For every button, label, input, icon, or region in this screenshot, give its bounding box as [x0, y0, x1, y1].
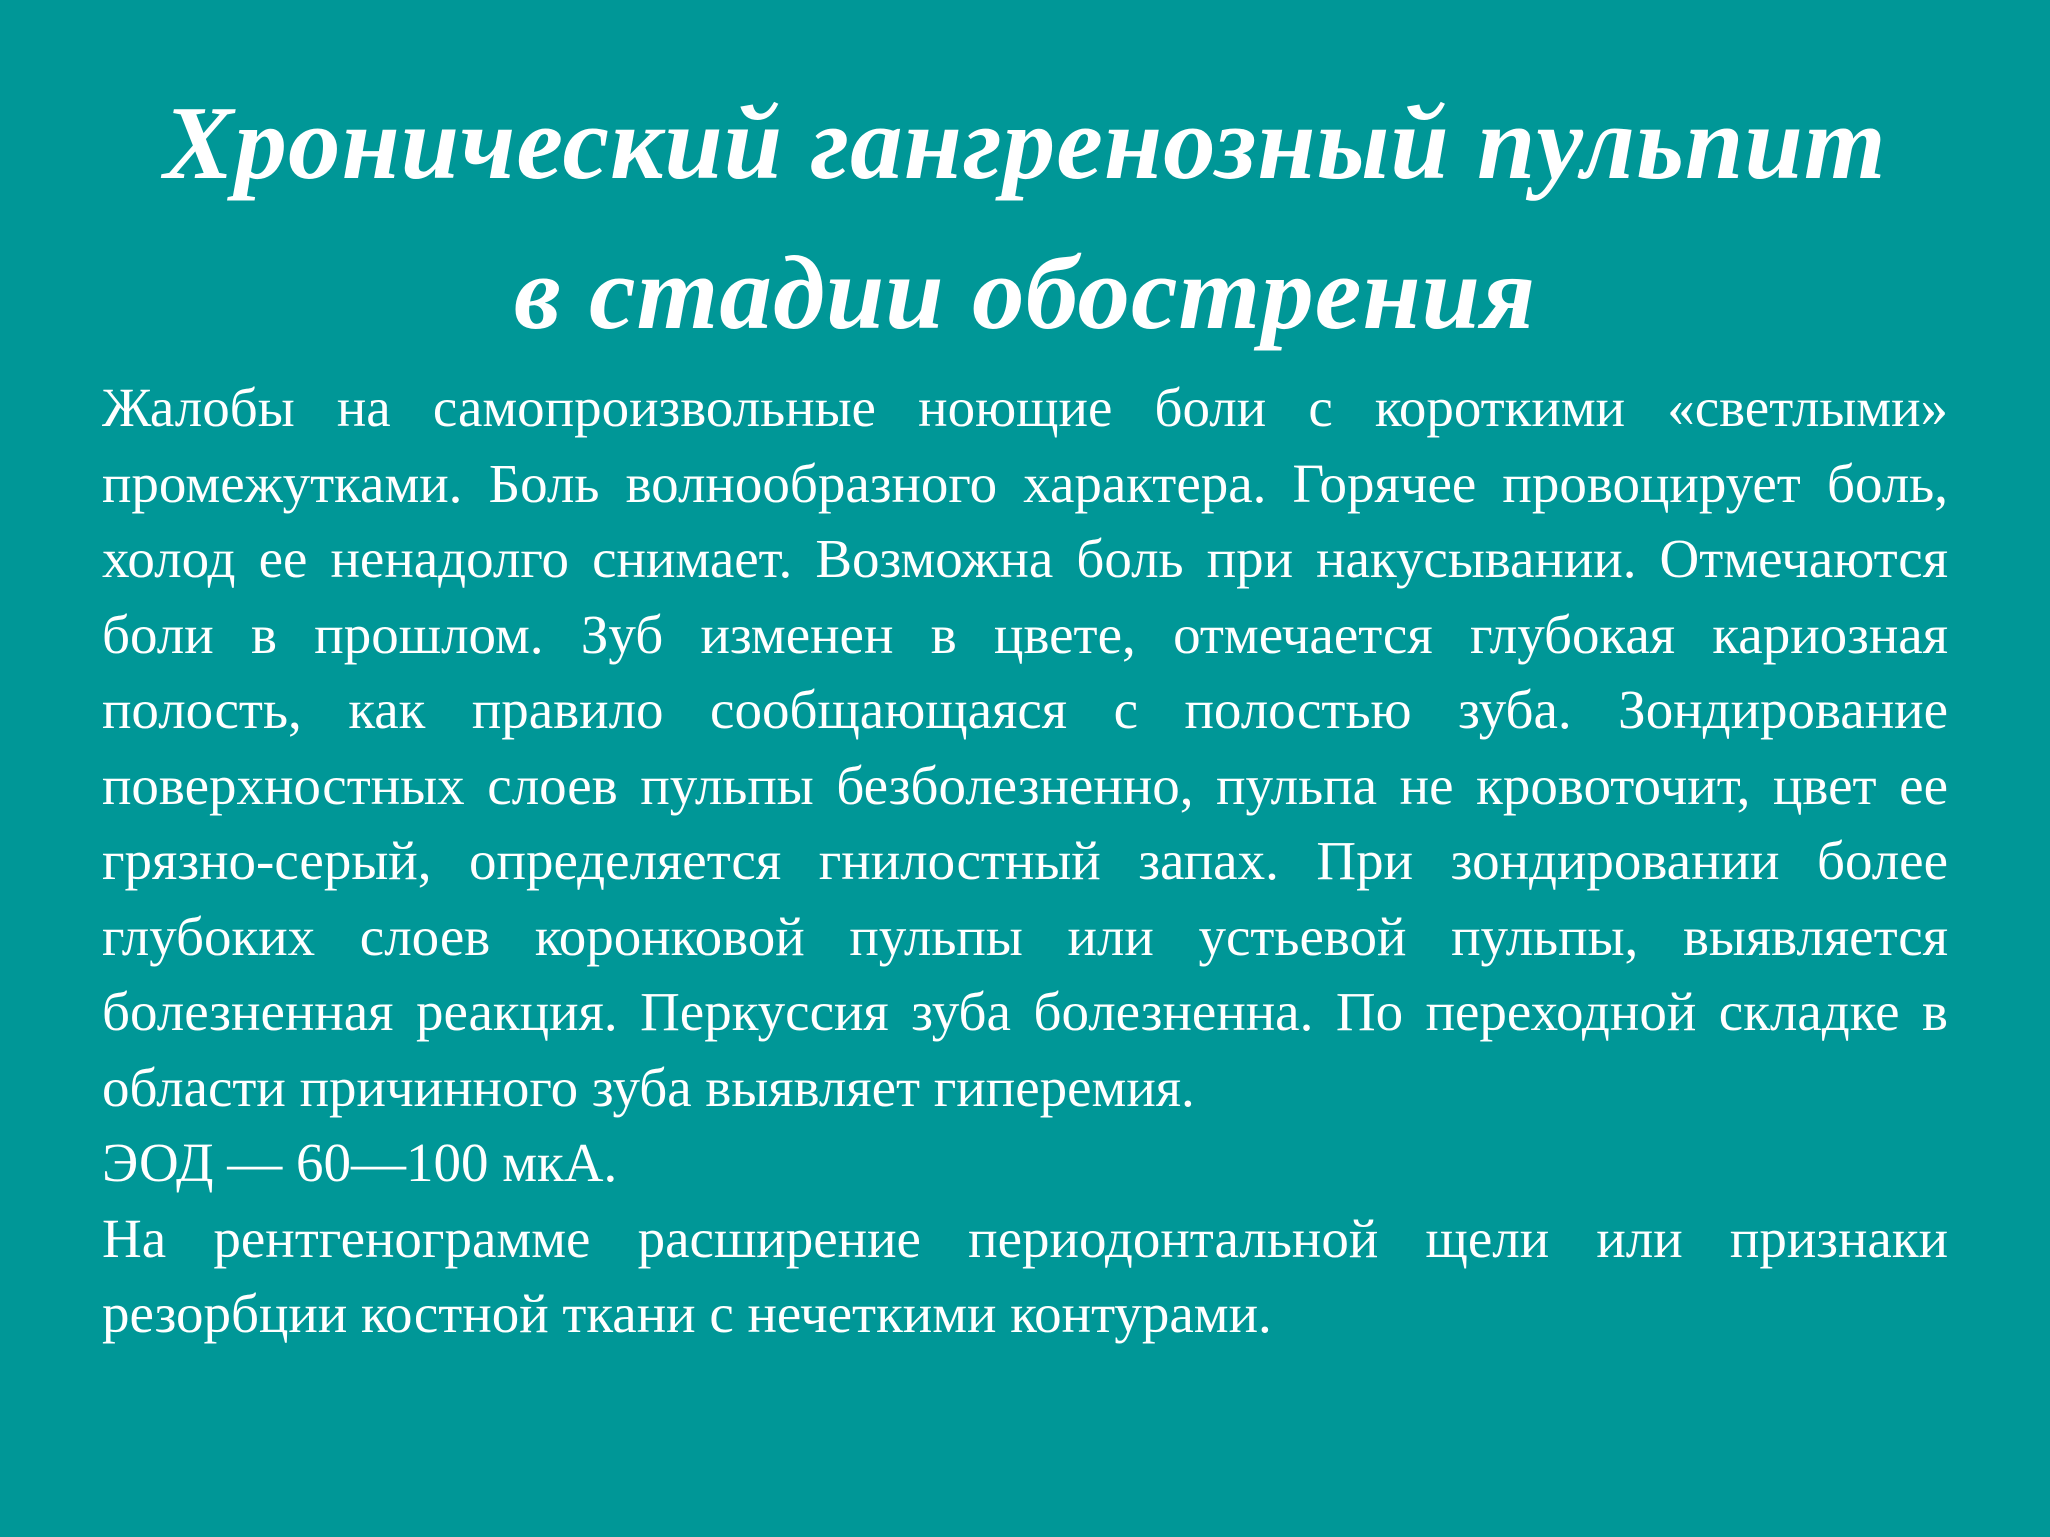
paragraph-symptoms: Жалобы на самопроизвольные ноющие боли с короткими «светлыми» промежутками. Боль волнообразного характера. Горячее провоцирует боль, холод ее ненадолго снимает. Возможна боль при накусывании. Отмечаются боли в прошлом. Зуб изменен в цвете, отмечается глубокая кариозная полость, как правило сообщающаяся с полостью зуба. Зондирование поверхностных слоев пульпы безболезненно, пульпа не кровоточит, цвет ее грязно-серый, определяется гнилостный запах. При зондировании более глубоких слоев коронковой пульпы или устьевой пульпы, выявляется болезненная реакция. Перкуссия зуба болезненна. По переходной складке в области причинного зуба выявляет гиперемия. [102, 377, 1948, 1118]
paragraph-xray: На рентгенограмме расширение периодонтальной щели или признаки резорбции костной ткани с нечеткими контурами. [102, 1207, 1948, 1344]
slide-title-line-2: в стадии обострения [513, 234, 1537, 351]
slide-title [102, 68, 1948, 368]
paragraph-eod: ЭОД — 60—100 мкА. [102, 1132, 618, 1193]
slide-body [102, 370, 1948, 1352]
slide-title-line-1: Хронический гангренозный пульпит [163, 84, 1887, 201]
